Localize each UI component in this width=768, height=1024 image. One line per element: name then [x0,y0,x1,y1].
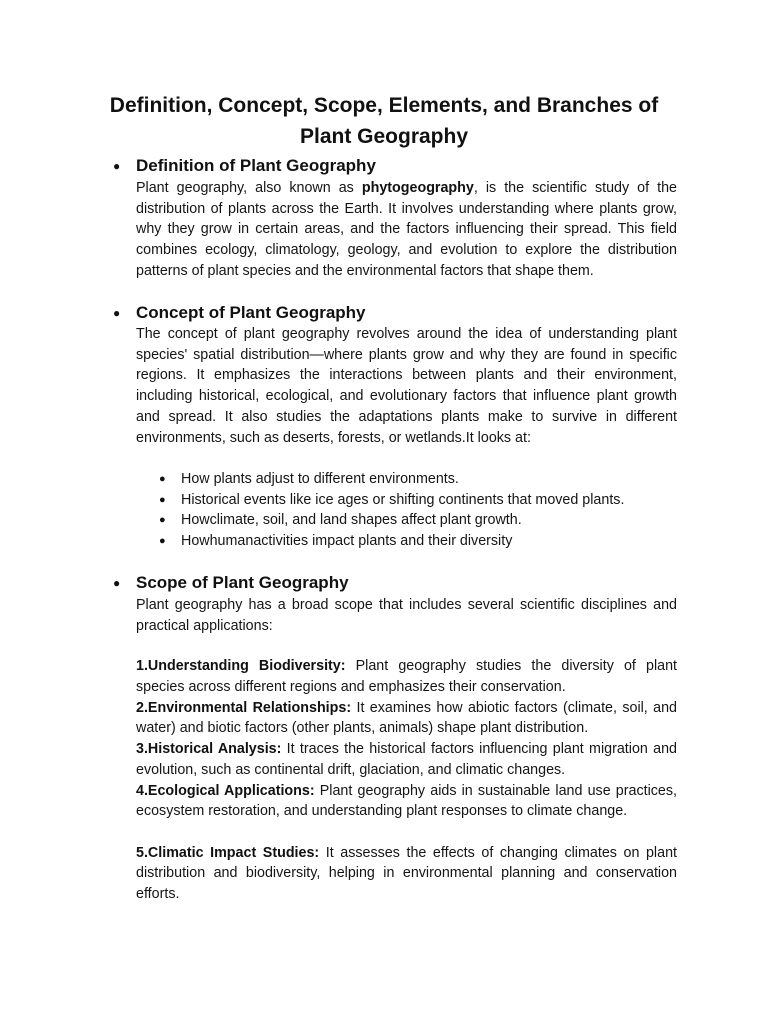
scope-item-text: It traces the historical factors influencing plant migration and evolution, such as continental drift, glaciation, and climatic changes. [136,741,677,778]
bullet-icon: ● [113,576,121,590]
scope-item-3 [136,739,677,780]
scope-item-label: 4.Ecological Applications: [136,782,315,799]
scope-intro-paragraph: Plant geography has a broad scope that includes several scientific disciplines and practical applications: [136,597,677,634]
scope-item-text: Plant geography studies the diversity of plant species across different regions and emphasizes their conservation. [136,658,677,695]
definition-text-start: Plant geography, also known as [136,180,362,196]
section-heading-row [0,572,768,594]
list-item-text: Historical events like ice ages or shifting continents that moved plants. [181,491,625,508]
definition-paragraph [136,178,677,282]
scope-item-label: 3.Historical Analysis: [136,741,282,757]
scope-item-label: 5.Climatic Impact Studies: [136,844,320,861]
section-concept [0,302,768,549]
section-heading: Definition of Plant Geography [136,156,376,175]
scope-item-label: 1.Understanding Biodiversity: [136,658,346,674]
scope-item-1 [136,656,677,697]
section-heading-row [0,302,768,324]
definition-text-end: , is the scientific study of the distribution of plants across the Earth. It involves understanding where plants grow, why they grow in certain areas, and the factors influencing their spread. This field combines ecology, climatology, geology, and evolution to explore the distribution patterns of plant species and the environmental factors that shape them. [136,180,677,279]
scope-item-4 [136,781,677,822]
list-item-text: How plants adjust to different environments. [181,471,459,487]
document-title: Definition, Concept, Scope, Elements, and Branches of Plant Geography [109,94,659,148]
scope-item-text: Plant geography aids in sustainable land use practices, ecosystem restoration, and understanding plant responses to climate change. [136,782,677,820]
definition-bold-term: phytogeography [361,180,474,196]
concept-paragraph: The concept of plant geography revolves around the idea of understanding plant species' spatial distribution—where plants grow and why they are found in specific regions. It emphasizes the interactions between plants and their environment, including historical, ecological, and evolutionary factors that influence plant growth and spread. It also studies the adaptations plants make to survive in different environments, such as deserts, forests, or wetlands.It looks at: [136,326,677,446]
scope-item-label: 2.Environmental Relationships: [136,699,352,716]
section-heading: Concept of Plant Geography [136,303,366,322]
bullet-icon: ● [113,159,121,173]
bullet-icon: ● [159,514,166,526]
scope-item-text: It assesses the effects of changing climates on plant distribution and biodiversity, helping in environmental planning and conservation efforts. [136,844,677,902]
section-heading-row [0,155,768,177]
bullet-icon: ● [159,534,166,547]
scope-item-2 [136,698,677,739]
scope-item-5 [136,843,677,905]
section-definition [0,155,768,279]
list-item-text: Howhumanactivities impact plants and their diversity [181,532,513,549]
list-item-text: Howclimate, soil, and land shapes affect plant growth. [181,512,522,528]
bullet-icon: ● [113,306,121,320]
scope-item-text: It examines how abiotic factors (climate, soil, and water) and biotic factors (other plants, animals) shape plant distribution. [136,699,677,737]
bullet-icon: ● [159,493,166,506]
section-heading: Scope of Plant Geography [136,573,349,592]
bullet-icon: ● [159,473,166,485]
section-scope [0,572,768,902]
